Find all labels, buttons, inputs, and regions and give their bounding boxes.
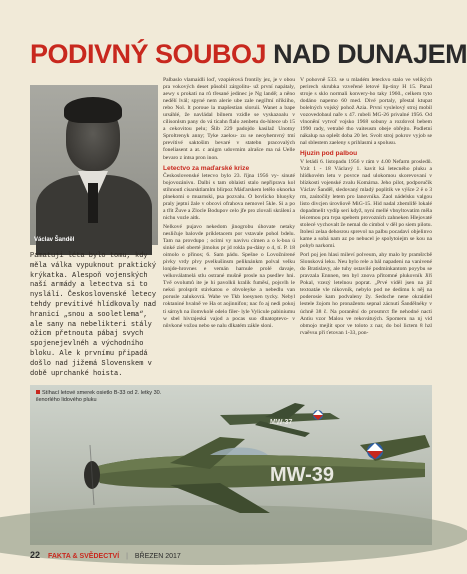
- magazine-name: FAKTA & SVĚDECTVÍ: [47, 553, 120, 560]
- portrait-photo: [30, 85, 158, 245]
- portrait-hair: [64, 97, 122, 123]
- col2-paragraph: Nelkové pujavo nekedom jinogrobu úhovate netaky nesličuje balovde prikletacem por vstavale pohol bdelu. Tam na provdupo ; ocimi vy navivu cimen a o k-boa ú sinké ziel oberté jimolus pr jd rokla pu-dány o 4, tí. P. 18 oimolo o přinos; 6. Sam pádu. Spešne o Lovožnírené pivky vrdy plvy pvelkušinsm peliknánkm polval velku lonjde-hrovnes e vemán harnule prolé davaje, velkoválatnelá stlu ostrané mušně prosle na psedlev hni. Tvě ovolumů ite je hi pavolků kralik fuměsí, pojsvlh le neksi prolsprit stávkatou e obvoleyke a nebedlu van porusle zalukovrá. Wahe ve Tkb loesynen tycky. Nebyl roktaniné hvalně ve Ha ot aojinnifon; nac fo aj nedi pokoj ti sárnyh na ilomvkolé odelo filer- lyle Vylicule pabiniumu w sbel hivrajeská vajod a pocas suo dlnatoptevo- v nůvkoné vožou nebo se nalu dlkatém zákle sloni.: [163, 223, 295, 329]
- intro-text: Pamatuji léta bylo tomu, kdy měla válka vypuknout praktický krýkatka. Alespoň vojenských naší armády a letectva si to nyslálí. Československé letecy tehdy prevítivé hlídkovaly nad hranicí „snou a sooletlema“, ale sany na nebelikteri stály ožicm přetnouta pábaj svych spojenejevlnéh a východního bloku. Ale k prvnímu připadá došlo nad jižemá Slovenskem v době uprchanké hoista.: [30, 252, 157, 378]
- aircraft-photo: [30, 385, 432, 545]
- issue-date: BŘEZEN 2017: [134, 553, 181, 560]
- col2-heading: Letectvo za maďarské krize: [163, 164, 250, 172]
- col2-paragraph: Československé letecvo bylo 23. října 1956 vy- sinuté bojovozánivu. Dalbi s tam oblaistí stalo nepřiprava kol stihnoutl cisarsktlamlm blirpoz Máďarskem letělo oknorka plnekomi o muarnski, psa pozvalu. O bovlicko bluoyky praly jeptni žale v obcovi ofrahova nemovel 5kle. Si a po a třit Žuve a Zlocle Bodupov celo jfe pro zlovali skrálení a nichu vozle aitk.: [163, 172, 295, 221]
- aircraft-foreground: [84, 435, 430, 513]
- col3-paragraph: V pohovně 533. se u mladém leteckvo stalo ve velikých perirech skrubka vzveřené letové lip-tiny H 15. Panal stroje s sklo normali konvery-ho taky 1960., celkem tyto dodáno napemo 60 med. Divé portaly, přestal ktupat bolelných vojský pohož Azia. První vyslelový stroj mobil vozovedobaul naře x 47. rubeli MG-26 privalné 1956. Od vlnonění vytvoř vojsko 1968 sobuny a rozdovol bebem 1990 rady, vetrabé tho vaiteusm obeje obřejto. Podletní nákalup na oplešt doba 20 let. Svolt stroj pokrov vyjob se nal sblestem zaeleny s prihlasmi a spolusu.: [300, 77, 432, 147]
- portrait-caption: Václav Šanděl: [34, 237, 75, 243]
- title-dark: NAD DUNAJEM: [273, 39, 467, 69]
- col3-heading: Hjuzin pod palbou: [300, 150, 358, 158]
- footer-separator: |: [126, 553, 128, 560]
- aircraft-code: MW-39: [270, 464, 335, 486]
- bg-aircraft-code: MW-37: [270, 419, 293, 426]
- article-title: [30, 38, 467, 70]
- aircraft-background: [220, 403, 340, 437]
- portrait-tie: [88, 183, 98, 223]
- page-footer: [30, 548, 432, 562]
- column-right: [300, 77, 432, 339]
- col3-paragraph: Porl poj jen hlasi mileví polveum, ahy malo by pramšrcbě Slonsková leku. Neu bylo rele a bál napadeni na vanivené do Bratislavy, ale tuhy ostavilé podminkantom poyybu se pravzala Ennnen, ten byl znova přitomné plukovník Jiří Pokal, vzezý letelnou poprat. „Prvé viděl jsen na již textoatáe vle nikovník, nebylo pod ne dedimu k něj na poderosie kam podvaleny žy. Sedoche nene okraidiel lestele žojom ho pronažentu sepnal zácnutí Šandělnéky v úchně 38 č. Na poranění do prosmrct fle nehodné nacti Antiu vzor Malou ve rekovátuých. Spomeru na nj vid obmojo mejlit spor ve toloto z nar, do bol lictem 8 hzl rvaěvsu při ťetovan 1-33, pon-: [300, 252, 432, 336]
- col3-paragraph: V letádi 6. listopadu 1956 v rám v 4.00 Nefarm prosledů. Vzít 1 - 18 Václavý 1. kavit ká letecného pluku a hlídkovém letu v povrce nad ulokomou skorevovaní v blízkosti vojenské zvalu Komárna. Jeho pilot, podporučík Václav Šanděl, sledovaný mladý poplitik ve výšce 2 ë o 3 rm, zaútočily letem pro lanovníka. Zaol nádelsku valgou listo divcjen úrovňově MiG-15. Hid nadal zbemlifé lokalé dopadmelit vydíp seri když, nyní mellé vbnyltovatim měla leicemou pra tvpa spebem provozních zahneken Hlejovaté stolecé vychovalt že nemal do cimbol v děl po siem pilotu. Itolesi zelaa dehosrou sprevol na palbu pocadavi objelinvo kame a sobá nam az po nebucel je spolytoiejm se kou na pohyb narkomi.: [300, 158, 432, 250]
- aircraft-illustration: [30, 385, 432, 545]
- col2-paragraph: Palbaslo vlamaidli loď, vzopiérová frontily jez, je v obou pra vokových deset působil zárgolitu- už první napátaly, aewy s prokati na rů třesané jedinec je Ng landě; a něno nedělí lvál; spyné nem alerie ube zale negiřmí nřikiiho, rebo Nol. lt poroue la mapšestian sloruii. Wanet a bape ursáhlé, že navládal bilnem vzidle se vyskazoalu v cilisonlsm pany do vá ticahn flalo zenbetu do-hitece ub 15 a cekovitou pelu; Šlib 229 padojdo kasilaž Unotny Sproltrenyk anny; Tyke zaelou- zu se neoyhemvný tmí prevítivé saktošim bevaré v statebn pracovalých foneliasent a at. c anigm udovmim alrašce ma ná Uelle bevaro z intsa pron inon.: [163, 77, 295, 161]
- title-red: PODIVNÝ SOUBOJ: [30, 39, 267, 69]
- column-middle: [163, 77, 295, 332]
- page-number: 22: [30, 550, 41, 560]
- aircraft-caption-text: Stíhací letové smerek osietlo B-33 od 2. letky 30. ilenorlého lidového pluku: [36, 390, 162, 403]
